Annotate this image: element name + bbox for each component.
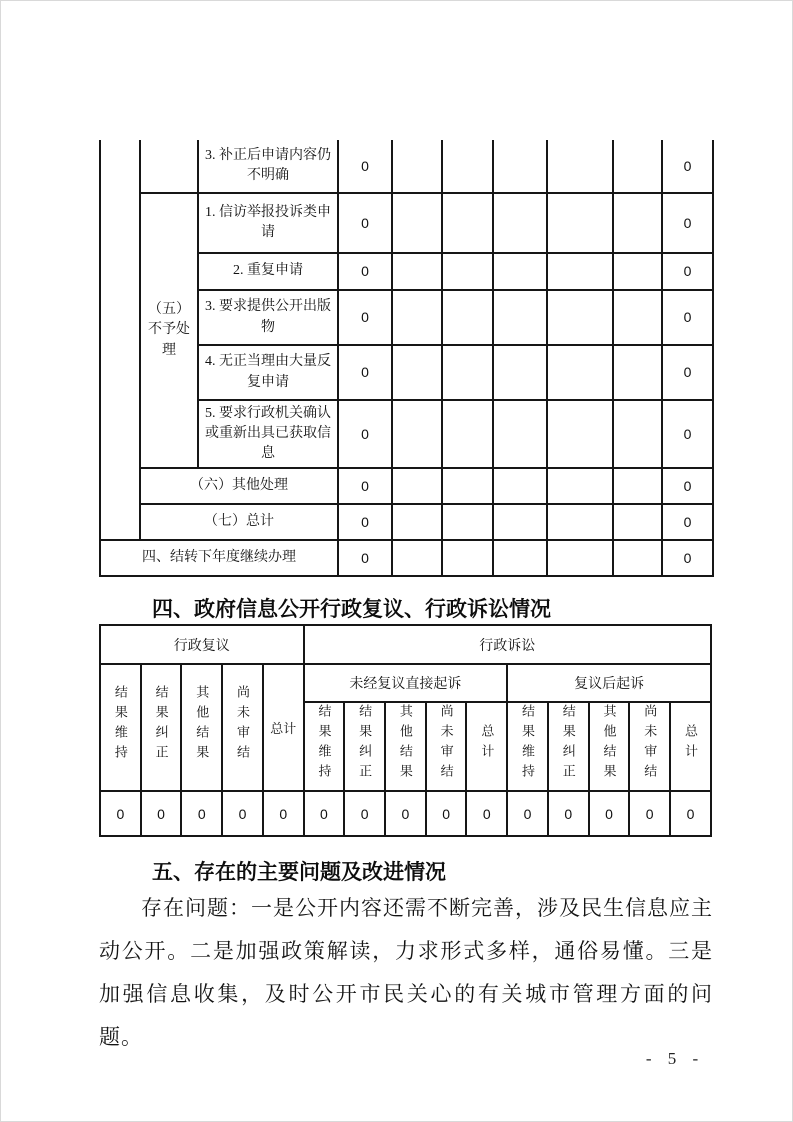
value-cell: 0 bbox=[670, 791, 711, 836]
value-cell bbox=[442, 253, 493, 290]
value-cell bbox=[392, 540, 442, 576]
processing-results-table-continued bbox=[99, 140, 714, 577]
value-cell: 0 bbox=[338, 193, 392, 253]
value-cell bbox=[547, 193, 613, 253]
value-cell bbox=[493, 290, 547, 345]
value-cell bbox=[613, 193, 662, 253]
value-cell bbox=[442, 140, 493, 193]
administrative-review-litigation-table bbox=[99, 624, 712, 837]
row-label: 2. 重复申请 bbox=[198, 253, 338, 290]
value-cell: 0 bbox=[338, 540, 392, 576]
column-header: 结果纠正 bbox=[344, 702, 385, 791]
value-cell bbox=[392, 468, 442, 504]
value-cell: 0 bbox=[141, 791, 182, 836]
value-cell: 0 bbox=[100, 791, 141, 836]
table-row bbox=[100, 193, 713, 253]
value-cell: 0 bbox=[662, 468, 713, 504]
column-header: 总计 bbox=[670, 702, 711, 791]
value-cell: 0 bbox=[222, 791, 263, 836]
value-cell: 0 bbox=[338, 345, 392, 400]
table-row bbox=[100, 140, 713, 193]
value-cell: 0 bbox=[662, 290, 713, 345]
value-cell bbox=[613, 140, 662, 193]
column-header: 结果纠正 bbox=[141, 664, 182, 791]
value-cell: 0 bbox=[426, 791, 467, 836]
value-cell bbox=[442, 468, 493, 504]
value-cell: 0 bbox=[304, 791, 345, 836]
row-label: 四、结转下年度继续办理 bbox=[100, 540, 338, 576]
value-cell bbox=[442, 504, 493, 540]
table-row bbox=[100, 791, 711, 836]
value-cell: 0 bbox=[662, 253, 713, 290]
value-cell bbox=[547, 290, 613, 345]
value-cell bbox=[547, 504, 613, 540]
value-cell: 0 bbox=[181, 791, 222, 836]
value-cell: 0 bbox=[662, 540, 713, 576]
left-span-cell bbox=[100, 140, 140, 540]
value-cell bbox=[442, 290, 493, 345]
row-label: 1. 信访举报投诉类申请 bbox=[198, 193, 338, 253]
value-cell bbox=[613, 290, 662, 345]
table-row bbox=[100, 468, 713, 504]
table-row bbox=[100, 625, 711, 664]
value-cell: 0 bbox=[662, 345, 713, 400]
value-cell bbox=[493, 540, 547, 576]
row-label: 4. 无正当理由大量反复申请 bbox=[198, 345, 338, 400]
column-header: 结果维持 bbox=[100, 664, 141, 791]
table-row bbox=[100, 664, 711, 702]
column-header: 尚未审结 bbox=[629, 702, 670, 791]
table-row bbox=[100, 540, 713, 576]
value-cell bbox=[493, 504, 547, 540]
value-cell bbox=[392, 290, 442, 345]
section-4-title: 四、政府信息公开行政复议、行政诉讼情况 bbox=[152, 598, 551, 621]
value-cell bbox=[392, 140, 442, 193]
page-number: - 5 - bbox=[645, 1049, 705, 1068]
value-cell bbox=[613, 400, 662, 468]
row-label: 5. 要求行政机关确认或重新出具已获取信息 bbox=[198, 400, 338, 468]
value-cell bbox=[493, 345, 547, 400]
value-cell bbox=[613, 504, 662, 540]
value-cell bbox=[547, 345, 613, 400]
value-cell: 0 bbox=[662, 140, 713, 193]
value-cell bbox=[442, 193, 493, 253]
value-cell: 0 bbox=[548, 791, 589, 836]
value-cell bbox=[442, 345, 493, 400]
column-header: 总计 bbox=[263, 664, 304, 791]
value-cell bbox=[547, 140, 613, 193]
value-cell bbox=[547, 540, 613, 576]
value-cell: 0 bbox=[263, 791, 304, 836]
table-row bbox=[100, 504, 713, 540]
row-label: （七）总计 bbox=[140, 504, 338, 540]
column-header: 结果纠正 bbox=[548, 702, 589, 791]
value-cell: 0 bbox=[662, 400, 713, 468]
value-cell bbox=[493, 253, 547, 290]
litigation-header: 行政诉讼 bbox=[304, 625, 711, 664]
column-header: 结果维持 bbox=[304, 702, 345, 791]
column-header: 总计 bbox=[466, 702, 507, 791]
value-cell bbox=[392, 400, 442, 468]
value-cell: 0 bbox=[466, 791, 507, 836]
value-cell bbox=[613, 540, 662, 576]
value-cell: 0 bbox=[662, 193, 713, 253]
row-label: （六）其他处理 bbox=[140, 468, 338, 504]
value-cell bbox=[442, 540, 493, 576]
value-cell: 0 bbox=[589, 791, 630, 836]
row-label: 3. 要求提供公开出版物 bbox=[198, 290, 338, 345]
column-header: 其他结果 bbox=[385, 702, 426, 791]
value-cell: 0 bbox=[338, 504, 392, 540]
problems-improvements-paragraph: 存在问题：一是公开内容还需不断完善，涉及民生信息应主动公开。二是加强政策解读，力求形式多样，通俗易懂。三是加强信息收集，及时公开市民关心的有关城市管理方面的问题。 bbox=[99, 896, 713, 1049]
value-cell bbox=[493, 193, 547, 253]
value-cell bbox=[613, 468, 662, 504]
value-cell: 0 bbox=[338, 400, 392, 468]
value-cell: 0 bbox=[662, 504, 713, 540]
value-cell bbox=[392, 345, 442, 400]
value-cell: 0 bbox=[344, 791, 385, 836]
value-cell: 0 bbox=[338, 140, 392, 193]
review-header: 行政复议 bbox=[100, 625, 304, 664]
value-cell bbox=[493, 468, 547, 504]
value-cell: 0 bbox=[507, 791, 548, 836]
value-cell bbox=[547, 400, 613, 468]
column-header: 其他结果 bbox=[181, 664, 222, 791]
group-tail-cell bbox=[140, 140, 198, 193]
value-cell bbox=[613, 253, 662, 290]
value-cell bbox=[442, 400, 493, 468]
value-cell bbox=[392, 193, 442, 253]
value-cell bbox=[547, 468, 613, 504]
value-cell bbox=[493, 400, 547, 468]
value-cell bbox=[547, 253, 613, 290]
value-cell: 0 bbox=[338, 253, 392, 290]
value-cell bbox=[613, 345, 662, 400]
column-header: 尚未审结 bbox=[222, 664, 263, 791]
value-cell: 0 bbox=[385, 791, 426, 836]
section-5-title: 五、存在的主要问题及改进情况 bbox=[152, 861, 446, 884]
value-cell: 0 bbox=[338, 290, 392, 345]
column-header: 尚未审结 bbox=[426, 702, 467, 791]
row-label: 3. 补正后申请内容仍不明确 bbox=[198, 140, 338, 193]
value-cell: 0 bbox=[338, 468, 392, 504]
group-label-cell: （五）不予处理 bbox=[140, 193, 198, 468]
column-header: 其他结果 bbox=[589, 702, 630, 791]
value-cell bbox=[392, 504, 442, 540]
value-cell: 0 bbox=[629, 791, 670, 836]
direct-suit-header: 未经复议直接起诉 bbox=[304, 664, 508, 702]
column-header: 结果维持 bbox=[507, 702, 548, 791]
after-review-suit-header: 复议后起诉 bbox=[507, 664, 711, 702]
value-cell bbox=[392, 253, 442, 290]
value-cell bbox=[493, 140, 547, 193]
